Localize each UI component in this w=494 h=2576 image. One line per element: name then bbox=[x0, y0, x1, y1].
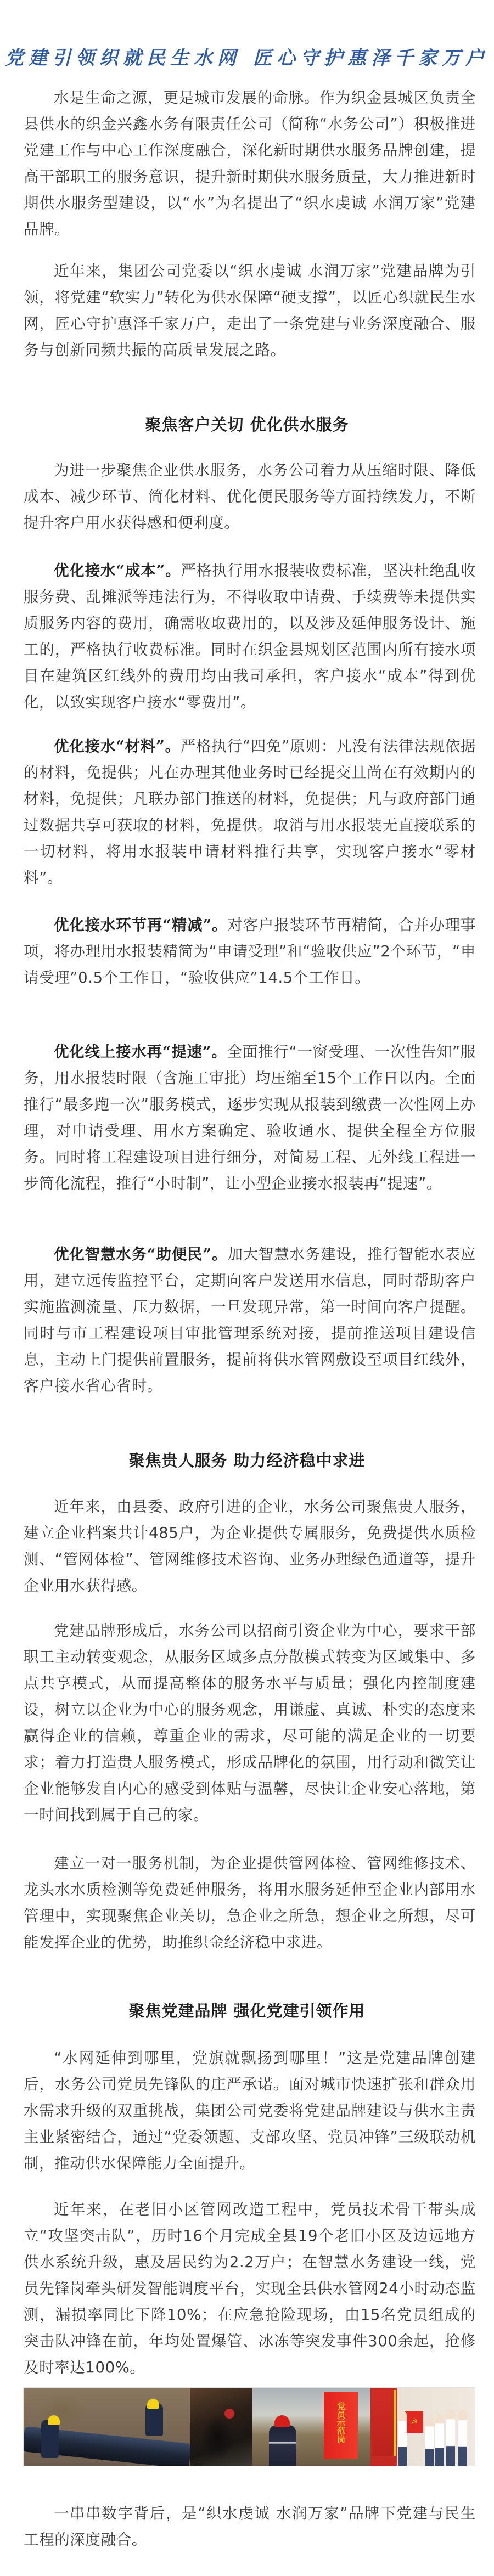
lead-phrase: 优化接水“成本”。 bbox=[54, 562, 181, 579]
lead-phrase: 优化接水环节再“精减”。 bbox=[54, 916, 228, 934]
photo-pipe-repair bbox=[24, 2388, 190, 2466]
title-part-1: 党建引领织就民生水网 bbox=[5, 47, 241, 69]
section-heading-party-brand: 聚焦党建品牌 强化党建引领作用 bbox=[128, 2002, 366, 2020]
yellow-helmet-icon bbox=[48, 2415, 60, 2425]
title-part-2: 匠心守护惠泽千家万户 bbox=[253, 47, 489, 69]
worker-figure bbox=[269, 2425, 296, 2466]
worker-figure bbox=[41, 2420, 59, 2458]
paragraph-body: 对客户报装环节再精简，合并办理事项，将办理用水报装精简为“申请受理”和“验收供应”2个环节，“申请受理”0.5个工作日，“验收供应”14.5个工作日。 bbox=[24, 916, 476, 987]
article-title bbox=[0, 43, 494, 74]
person-figure bbox=[398, 2411, 407, 2466]
yellow-helmet-icon bbox=[147, 2399, 159, 2409]
intro-paragraph-1: 水是生命之源，更是城市发展的命脉。作为织金县城区负责全县供水的织金兴鑫水务有限责任公司（简称“水务公司”）积极推进党建工作与中心工作深度融合，深化新时期供水服务品牌创建，提高干部职工的服务意识，提升新时期供水服务质量，大力推进新时期供水服务型建设，以“水”为名提出了“织水虔诚 水润万家”党建品牌。 bbox=[24, 89, 476, 238]
section-2-paragraph-2: 党建品牌形成后，水务公司以招商引资企业为中心，要求干部职工主动转变观念，从服务区域多点分散模式转变为区域集中、多点共享模式，从而提高整体的服务水平与质量；强化内控制度建设，树立以企业为中心的服务观念，用谦虚、真诚、朴实的态度来赢得企业的信赖，尊重企业的需求，尽可能的满足企业的一切要求；着力打造贵人服务模式，形成品牌化的氛围，用行动和微笑让企业能够发自内心的感受到体贴与温馨，尽快让企业安心落地，第一时间找到属于自己的家。 bbox=[24, 1622, 476, 1824]
section-2-paragraph-3: 建立一对一服务机制，为企业提供管网体检、管网维修技术、龙头水水质检测等免费延伸服务，将用水服务延伸至企业内部用水管理中，实现聚焦企业关切，急企业之所急，想企业之所想，尽可能发挥企业的优势，助推织金经济稳中求进。 bbox=[24, 1855, 476, 1951]
person-figure bbox=[435, 2414, 444, 2466]
section-1-paragraph-online bbox=[24, 1039, 476, 1197]
photo-strip bbox=[23, 2387, 475, 2466]
person-figure bbox=[446, 2409, 455, 2466]
party-flag-icon: ☭ bbox=[405, 2411, 423, 2433]
section-2-paragraph-1: 近年来，由县委、政府引进的企业，水务公司聚焦贵人服务，建立企业档案共计485户，为企业提供专属服务，免费提供水质检测、“管网体检”、管网维修技术咨询、业务办理绿色通道等，提升企业用水获得感。 bbox=[24, 1498, 476, 1594]
section-1-paragraph-materials bbox=[24, 733, 476, 891]
section-3-paragraph-2: 近年来，在老旧小区管网改造工程中，党员技术骨干带头成立“攻坚突击队”，历时16个月完成全县19个老旧小区及边远地方供水系统升级，惠及居民约为2.2万户；在智慧水务建设一线，党员先锋岗牵头研发智能调度平台，实现全县供水管网24小时动态监测，漏损率同比下降10%；在应急抢险现场，由15名党员组成的突击队冲锋在前，年均处置爆管、冰冻等突发事件300余起，抢修及时率达100%。 bbox=[24, 2201, 476, 2376]
person-figure bbox=[458, 2410, 467, 2466]
section-heading-customer-service: 聚焦客户关切 优化供水服务 bbox=[145, 415, 349, 434]
section-1-paragraph-1: 为进一步聚焦企业供水服务，水务公司着力从压缩时限、降低成本、减少环节、简化材料、优化便民服务等方面持续发力，不断提升客户用水获得感和便利度。 bbox=[24, 461, 476, 532]
section-1-paragraph-smart-water bbox=[24, 1241, 476, 1399]
paragraph-body: 严格执行“四免”原则：凡没有法律法规依据的材料，免提供；凡在办理其他业务时已经提交且尚在有效期内的材料，免提供；凡联办部门推送的材料，免提供；凡与政府部门通过数据共享可获取的材料，免提供。取消与用水报装无直接联系的一切材料，将用水报装申请材料推行共享，实现客户接水“零材料”。 bbox=[24, 737, 476, 887]
intro-paragraph-2: 近年来，集团公司党委以“织水虔诚 水润万家”党建品牌为引领，将党建“软实力”转化为供水保障“硬支撑”，以匠心织就民生水网，匠心守护惠泽千家万户，走出了一条党建与业务深度融合、服务与创新同频共振的高质量发展之路。 bbox=[24, 262, 476, 359]
paragraph-body: 严格执行用水报装收费标准，坚决杜绝乱收服务费、乱摊派等违法行为，不得收取申请费、手续费等未提供实质服务内容的费用，确需收取费用的，以及涉及延伸服务设计、施工的，严格执行收费标准。同时在织金县规划区范围内所有接水项目在建筑区红线外的费用均由我司承担，客户接水“成本”得到优化，以致实现客户接水“零费用”。 bbox=[24, 562, 476, 711]
closing-paragraph: 一串串数字背后，是“织水虔诚 水润万家”品牌下党建与民生工程的深度融合。 bbox=[24, 2505, 476, 2549]
person-figure bbox=[425, 2417, 434, 2466]
paragraph-body: 加大智慧水务建设，推行智能水表应用，建立远传监控平台，定期向客户发送用水信息，同时帮助客户实施监测流量、压力数据，一旦发现异常，第一时间向客户提醒。同时与市工程建设项目审批管理系统对接，提前推送项目建设信息，主动上门提供前置服务，提前将供水管网敷设至项目红线外，客户接水省心省时。 bbox=[24, 1245, 476, 1395]
section-1-paragraph-simplify bbox=[24, 912, 476, 991]
section-1-paragraph-cost bbox=[24, 557, 476, 715]
section-heading-vip-service: 聚焦贵人服务 助力经济稳中求进 bbox=[128, 1451, 366, 1470]
red-wall-board bbox=[372, 2390, 396, 2456]
red-helmet-icon bbox=[224, 2409, 234, 2419]
lead-phrase: 优化智慧水务“助便民”。 bbox=[54, 1245, 228, 1263]
lead-phrase: 优化线上接水再“提速”。 bbox=[54, 1043, 227, 1061]
section-3-paragraph-1: “水网延伸到哪里，党旗就飘扬到哪里！”这是党建品牌创建后，水务公司党员先锋队的庄严承诺。面对城市快速扩张和群众用水需求升级的双重挑战，集团公司党委将党建品牌建设与供水主责主业紧密结合，通过“党委领题、支部攻坚、党员冲锋”三级联动机制，推动供水保障能力全面提升。 bbox=[24, 2049, 476, 2172]
red-helmet-icon bbox=[274, 2415, 290, 2427]
paragraph-body: 全面推行“一窗受理、一次性告知”服务，用水报装时限（含施工审批）均压缩至15个工作日以内。全面推行“最多跑一次”服务模式，逐步实现从报装到缴费一次性网上办理，对申请受理、用水方案确定、验收通水、提供全程全方位服务。同时将工程建设项目进行细分，对简易工程、无外线工程进一步简化流程，推行“小时制”，让小型企业接水报装再“提速”。 bbox=[24, 1043, 476, 1192]
photo-demonstration-banner bbox=[252, 2388, 370, 2466]
photo-oath-ceremony bbox=[370, 2388, 475, 2466]
party-banner: 党员示范岗 bbox=[324, 2392, 358, 2459]
photo-trench bbox=[190, 2388, 252, 2466]
lead-phrase: 优化接水“材料”。 bbox=[54, 737, 181, 755]
